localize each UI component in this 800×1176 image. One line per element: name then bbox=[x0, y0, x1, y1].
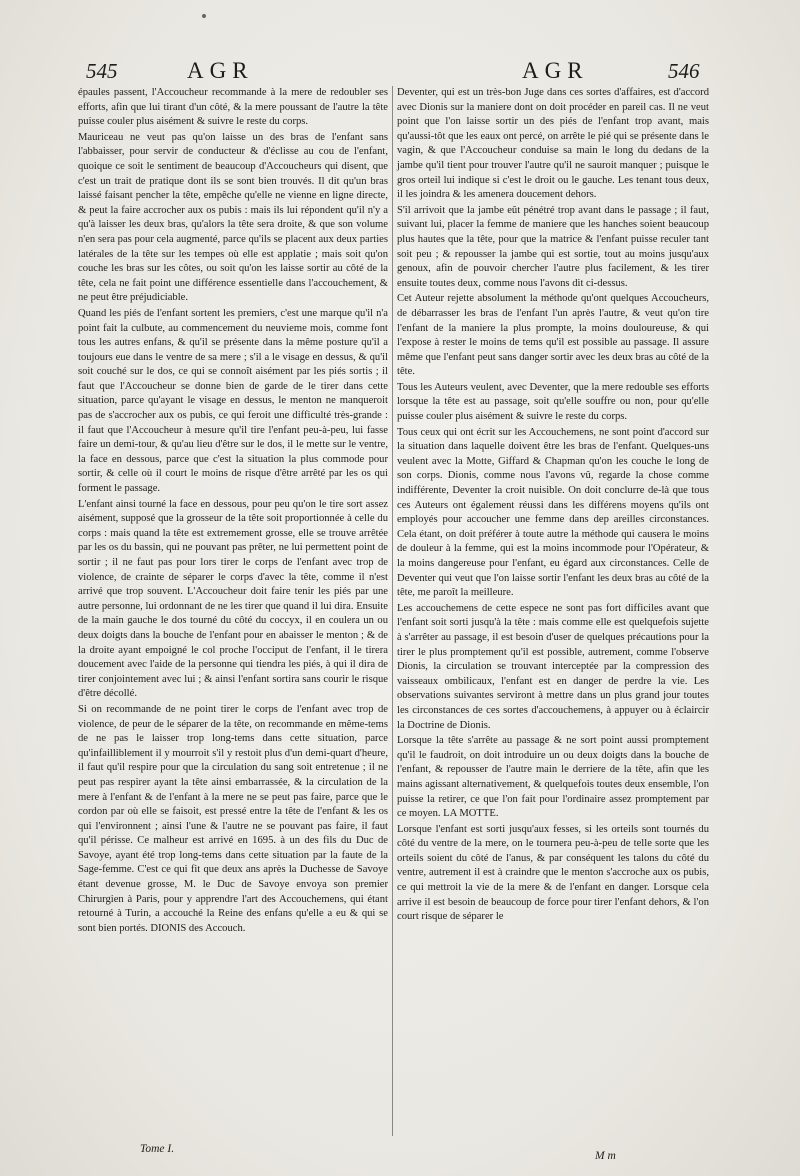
volume-label: Tome I. bbox=[140, 1143, 175, 1155]
page-number-left: 545 bbox=[86, 59, 118, 83]
paragraph: Si on recommande de ne point tirer le corps de l'enfant avec trop de violence, de peur de le séparer de la tête, on recommande en même-tems de ne pas le laisser trop long-tems dans cette situation, parce qu'infailliblement il y mourroit s'il y restoit plus d'un demi-quart d'heure, il faut qu'il respire pour que la circulation du sang soit entretenue ; il ne peut pas respirer ayant la tête ainsi embarrassée, & la circulation de la mere à l'enfant & de l'enfant à la mere ne se peut pas faire, parce que le cordon par où elle se faisoit, est pressé entre la tête de l'enfant & les os qui l'environnent ; ainsi l'une & l'autre ne se pouvant pas faire, il faut qu'il périsse. Ce malheur est arrivé en 1695. à un des fils du Duc de Savoye, ayant été trop long-tems dans cette situation par la faute de la Sage-femme. C'est ce qui fit que deux ans après la Duchesse de Savoye étant devenue grosse, M. le Duc de Savoye envoya son premier Chirurgien à Paris, pour y apprendre l'art des Accouchemens, qui étant retourné à Turin, a accouché la Reine des enfans qu'elle a eu & qui se sont bien portés. DIONIS des Accouch. bbox=[78, 703, 388, 934]
page-number-right: 546 bbox=[668, 59, 700, 83]
paragraph: épaules passent, l'Accoucheur recommande à la mere de redoubler ses efforts, afin que lui tirant d'un côté, & la mere poussant de l'autre la tête puisse couler plus aisément & suivre le reste du corps. bbox=[78, 87, 388, 128]
running-head-left: AGR bbox=[187, 58, 254, 83]
paragraph: Quand les piés de l'enfant sortent les premiers, c'est une marque qu'il n'a point fait la culbute, au commencement du neuvieme mois, comme font tous les autres enfans, & qu'il se présente dans la même posture qu'il a toujours eue dans le ventre de sa mere ; s'il a le visage en dessus, & qu'il soit couché sur le dos, ce qui se connoît aisément par les piés sortis ; il faut que l'Accoucheur se donne bien de garde de le tirer dans cette situation, parce qu'ayant le visage en dessus, le menton ne manqueroit pas de s'accrocher aux os pubis, ce qui feroit une difficulté très-grande : il faut que l'Accoucheur à mesure qu'il tire l'enfant peu-à-peu, lui fasse faire un demi-tour, & qu'au lieu d'être sur le dos, il le mette sur le ventre, la face en dessous, parce que c'est la situation la plus commode pour sortir, & celle où il court le moins de risque d'être arrêté par les os qui forment le passage. bbox=[78, 307, 388, 495]
paragraph: Mauriceau ne veut pas qu'on laisse un des bras de l'enfant sans l'abbaisser, pour servir de conducteur & d'éclisse au cou de l'enfant, quoique ce soit le sentiment de beaucoup d'Accoucheurs qui disent, que c'est un trait de pratique dont ils se sont bien trouvés. Il dit qu'un bras laissé faisant pencher la tête, empêche qu'elle ne vienne en ligne directe, & peut la faire accrocher aux os pubis : mais ils lui répondent qu'il n'y a qu'à laisser les deux bras, qu'alors la tête sera droite, & que son volume n'en sera pas pour cela augmenté, parce qu'ils se placent aux deux parties latérales de la tête sur les tempes où elle est applatie ; mais soit qu'on couche les bras sur les côtes, ou soit qu'on les laisse sortir au côté de la tête, cela ne fait point une différence essentielle dans l'accouchement, & ne peut être préjudiciable. bbox=[78, 131, 388, 304]
paragraph: Cet Auteur rejette absolument la méthode qu'ont quelques Accoucheurs, de débarrasser les bras de l'enfant l'un après l'autre, & veut qu'on tire l'enfant de la maniere la plus prompte, la moins douloureuse, & qui l'expose à rester le moins de tems qu'il est possible au passage. Il assure même que l'enfant peut sans danger sortir avec les deux bras au côté de la tête. bbox=[397, 293, 709, 378]
signature-mark: M m bbox=[595, 1150, 616, 1162]
paragraph: Tous les Auteurs veulent, avec Deventer, que la mere redouble ses efforts lorsque la tête est au passage, soit qu'elle souffre ou non, pour qu'elle puisse couler plus aisément & suivre le reste du corps. bbox=[397, 381, 709, 423]
paragraph: Deventer, qui est un très-bon Juge dans ces sortes d'affaires, est d'accord avec Dionis sur la maniere dont on doit procéder en pareil cas. Il ne veut point que l'on laisse sortir un des piés de l'enfant trop avant, mais qu'aussi-tôt que les eaux ont percé, on arrête le pié qui se présente dans le vagin, & que l'Accoucheur conduise sa main le long du dedans de la jambe qu'il tient pour trouver l'autre qu'il ne sauroit manquer ; puisque le gros orteil lui indique si c'est le droit ou le gauche. Les tenant tous deux, il les joindra & les amenera doucement dehors. bbox=[397, 87, 709, 201]
left-column bbox=[78, 86, 388, 936]
paragraph: S'il arrivoit que la jambe eût pénétré trop avant dans le passage ; il faut, suivant lui, placer la femme de maniere que les hanches soient beaucoup plus hautes que la tête, pour que la matrice & l'enfant puisse reculer tant soit peu ; & repousser la jambe qui est sortie, tout au moins jusqu'aux genoux, afin de pouvoir chercher l'autre plus facilement, & les tirer ensuite toutes deux, comme nous l'avons dit ci-dessus. bbox=[397, 204, 709, 289]
running-head-right: AGR bbox=[522, 58, 589, 83]
paragraph: Les accouchemens de cette espece ne sont pas fort difficiles avant que l'enfant soit sorti jusqu'à la tête : mais comme elle est quelquefois sujette à s'arrêter au passage, il est besoin d'user de quelques précautions pour la tirer le plus promptement qu'il est possible, autrement, comme l'observe Dionis, la circulation se trouvant interceptée par la compression des vaisseaux ombilicaux, l'enfant est en danger de perdre la vie. Les observations suivantes serviront à mettre dans un plus grand jour toutes les circonstances de ces sortes d'accouchemens, à appuyer ou à éclaircir la Doctrine de Dionis. bbox=[397, 602, 709, 731]
paragraph: Tous ceux qui ont écrit sur les Accouchemens, ne sont point d'accord sur la situation dans laquelle doivent être les bras de l'enfant. Quelques-uns veulent avec la Motte, Giffard & Chapman qu'on les couche le long de son corps. Dionis, comme nous l'avons vû, regarde la chose comme indifférente, Deventer la croit nuisible. On doit conclurre de-là que tous ces Auteurs ont également réussi dans les différens moyens qu'ils ont employés pour accoucher une femme dans dep areilles circonstances. Cela étant, on doit préférer à toute autre la méthode qui causera le moins de douleur à la femme, qui est la moins incommode pour l'Opérateur, & la moins dangereuse pour l'enfant, eu égard aux circonstances. Celle de Deventer qui veut que l'on laisse sortir l'enfant les deux bras au côté de la tête, me paroît la meilleure. bbox=[397, 426, 709, 599]
paragraph: Lorsque la tête s'arrête au passage & ne sort point aussi promptement qu'il le faudroit, on doit introduire un ou deux doigts dans la bouche de l'enfant, & repousser de l'autre main le derriere de la tête, afin que les mains agissant alternativement, & quelquefois toutes deux ensemble, l'on puisse la retirer, ce que l'on fait pour l'ordinaire assez promptement par ce moyen. LA MOTTE. bbox=[397, 735, 709, 820]
column-divider bbox=[392, 86, 393, 1136]
paragraph: L'enfant ainsi tourné la face en dessous, pour peu qu'on le tire sort assez aisément, supposé que la grosseur de la tête soit proportionnée à celle du corps : mais quand la tête est extremement grosse, elle se trouve arrêtée par les os du bassin, qui ne pouvant pas prêter, ne lui permettent point de sortir ; il ne faut pas pour lors tirer le corps de l'enfant avec trop de violence, de crainte de séparer le corps d'avec la tête, comme il n'est arrivé que trop souvent. L'Accoucheur doit faire tenir les piés par une autre personne, lui ordonnant de ne les tirer que quand il lui dira. Ensuite de la main gauche le dos tourné du côté du coccyx, il en coulera un ou deux doigts dans la bouche de l'enfant pour en abaisser le menton ; & de la droite ayant empoigné le col proche l'occiput de l'enfant, il le tirera doucement avec l'aide de la personne qui tiendra les piés, à qui il dira de tirer conjointement avec lui ; & ainsi l'enfant sortira sans courir le risque d'être décollé. bbox=[78, 498, 388, 700]
ink-speck bbox=[202, 14, 206, 18]
right-column bbox=[397, 86, 709, 925]
paragraph: Lorsque l'enfant est sorti jusqu'aux fesses, si les orteils sont tournés du côté du ventre de la mere, on le tournera peu-à-peu de telle sorte que les orteils soient du côté de l'anus, & par conséquent les talons du côté du ventre, autrement il est à craindre que le menton s'accroche aux os pubis, ce qui mettroit la vie de la mere & de l'enfant en danger. Lorsque cela arrive il est besoin de beaucoup de force pour tirer l'enfant dehors, & l'on court risque de séparer le bbox=[397, 823, 709, 923]
